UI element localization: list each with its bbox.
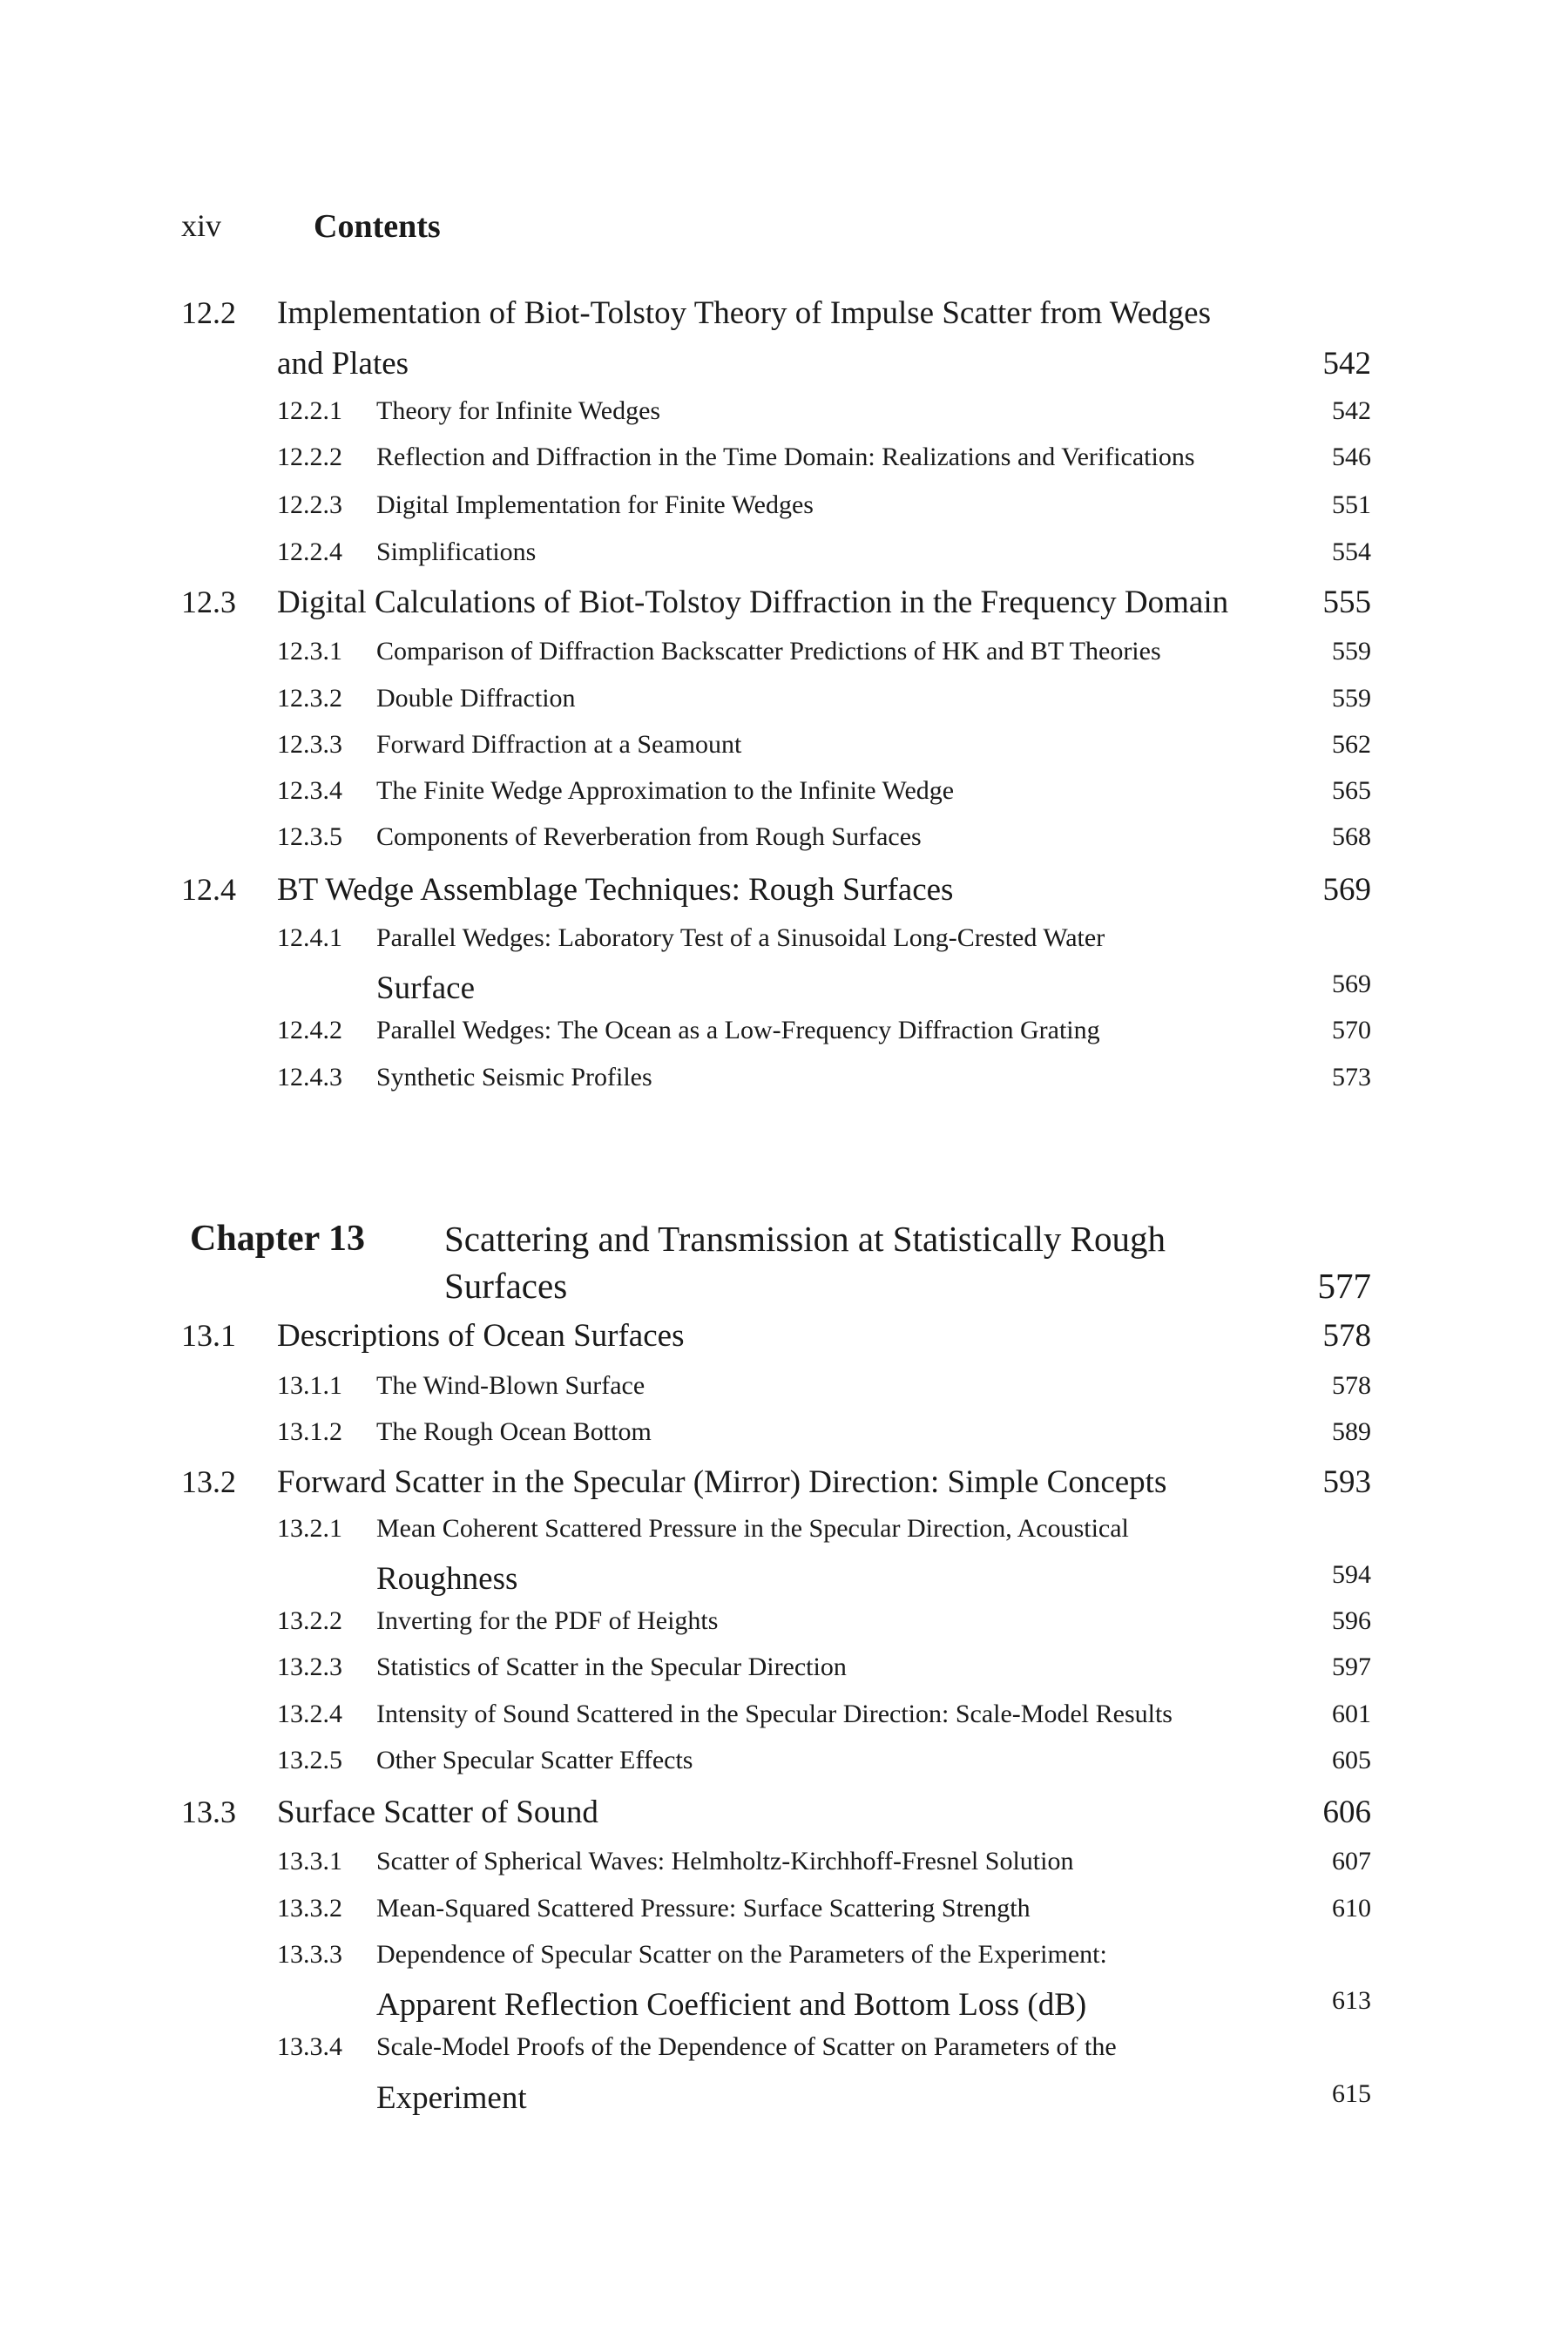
entry-page-number: 593 [1322, 1464, 1371, 1500]
toc-subsection-entry [0, 776, 1568, 818]
entry-title: Descriptions of Ocean Surfaces [277, 1318, 685, 1354]
entry-number: 12.4.1 [277, 923, 342, 952]
entry-number: 13.1 [181, 1318, 236, 1353]
entry-number: 13.3.2 [277, 1894, 342, 1923]
toc-subsection-entry [0, 970, 1568, 1011]
entry-title: Comparison of Diffraction Backscatter Predictions of HK and BT Theories [376, 637, 1161, 666]
entry-title: Forward Scatter in the Specular (Mirror) Direction: Simple Concepts [277, 1464, 1167, 1500]
entry-page-number: 559 [1332, 684, 1371, 713]
entry-title: Roughness [376, 1561, 518, 1597]
entry-page-number: 578 [1332, 1371, 1371, 1400]
toc-section-entry [0, 1794, 1568, 1835]
entry-title: Double Diffraction [376, 684, 576, 713]
toc-section-entry [0, 584, 1568, 625]
toc-subsection-entry [0, 1417, 1568, 1459]
toc-subsection-entry [0, 1514, 1568, 1556]
toc-subsection-entry [0, 822, 1568, 864]
entry-number: 13.2.3 [277, 1652, 342, 1681]
toc-section-entry [0, 294, 1568, 336]
entry-title: Parallel Wedges: Laboratory Test of a Sinusoidal Long-Crested Water [376, 923, 1105, 952]
entry-title: Statistics of Scatter in the Specular Direction [376, 1652, 847, 1681]
entry-number: 12.2.3 [277, 490, 342, 519]
toc-subsection-entry [0, 1847, 1568, 1889]
entry-number: 13.3.3 [277, 1940, 342, 1969]
entry-page-number: 605 [1332, 1746, 1371, 1774]
toc-subsection-entry [0, 1371, 1568, 1413]
entry-title: The Wind-Blown Surface [376, 1371, 645, 1400]
entry-title: Surface Scatter of Sound [277, 1794, 598, 1830]
chapter-label: Chapter 13 [190, 1219, 366, 1259]
entry-title: Digital Implementation for Finite Wedges [376, 490, 814, 519]
entry-page-number: 570 [1332, 1016, 1371, 1044]
entry-title: Synthetic Seismic Profiles [376, 1063, 652, 1092]
entry-number: 12.4.3 [277, 1063, 342, 1092]
entry-title: Scale-Model Proofs of the Dependence of Scatter on Parameters of the [376, 2032, 1117, 2061]
toc-subsection-entry [0, 1986, 1568, 2028]
entry-number: 13.3 [181, 1794, 236, 1829]
entry-page-number: 555 [1322, 585, 1371, 620]
entry-page-number: 562 [1332, 730, 1371, 759]
entry-number: 12.2.4 [277, 537, 342, 566]
entry-number: 12.3.3 [277, 730, 342, 759]
entry-title: Simplifications [376, 537, 537, 566]
entry-page-number: 606 [1322, 1794, 1371, 1830]
entry-number: 12.3.2 [277, 684, 342, 713]
entry-number: 13.2.1 [277, 1514, 342, 1543]
toc-subsection-entry [0, 1560, 1568, 1602]
entry-page-number: 607 [1332, 1847, 1371, 1876]
toc-section-entry [0, 1317, 1568, 1359]
entry-number: 12.4.2 [277, 1016, 342, 1044]
entry-page-number: 551 [1332, 490, 1371, 519]
entry-number: 12.4 [181, 872, 236, 907]
toc-subsection-entry [0, 684, 1568, 726]
entry-title: The Rough Ocean Bottom [376, 1417, 652, 1446]
entry-page-number: 565 [1332, 776, 1371, 805]
entry-title: Digital Calculations of Biot-Tolstoy Diffraction in the Frequency Domain [277, 585, 1229, 620]
entry-page-number: 569 [1322, 872, 1371, 908]
toc-subsection-entry [0, 1894, 1568, 1936]
entry-page-number: 542 [1332, 396, 1371, 425]
entry-title: Parallel Wedges: The Ocean as a Low-Frequency Diffraction Grating [376, 1016, 1100, 1044]
entry-page-number: 569 [1332, 970, 1371, 998]
entry-title: Mean-Squared Scattered Pressure: Surface Scattering Strength [376, 1894, 1031, 1923]
entry-number: 12.3.5 [277, 822, 342, 851]
entry-page-number: 596 [1332, 1606, 1371, 1635]
entry-page-number: 601 [1332, 1700, 1371, 1728]
entry-number: 13.2 [181, 1464, 236, 1499]
entry-number: 13.3.4 [277, 2032, 342, 2061]
toc-subsection-entry [0, 537, 1568, 579]
entry-page-number: 559 [1332, 637, 1371, 666]
toc-subsection-entry [0, 2079, 1568, 2121]
entry-number: 13.2.5 [277, 1746, 342, 1774]
entry-page-number: 568 [1332, 822, 1371, 851]
entry-page-number: 613 [1332, 1986, 1371, 2015]
toc-subsection-entry [0, 730, 1568, 772]
entry-title: BT Wedge Assemblage Techniques: Rough Surfaces [277, 872, 954, 908]
entry-number: 13.2.2 [277, 1606, 342, 1635]
entry-title: Surface [376, 970, 475, 1006]
entry-page-number: 546 [1332, 443, 1371, 471]
entry-number: 13.1.1 [277, 1371, 342, 1400]
entry-number: 12.3.4 [277, 776, 342, 805]
entry-page-number: 594 [1332, 1560, 1371, 1589]
toc-section-entry [0, 345, 1568, 387]
entry-title: Apparent Reflection Coefficient and Bottom Loss (dB) [376, 1987, 1087, 2023]
toc-subsection-entry [0, 1746, 1568, 1788]
entry-page-number: 554 [1332, 537, 1371, 566]
toc-subsection-entry [0, 1606, 1568, 1648]
entry-page-number: 615 [1332, 2079, 1371, 2108]
entry-page-number: 573 [1332, 1063, 1371, 1092]
entry-page-number: 542 [1322, 346, 1371, 382]
chapter-title-line-2: Surfaces [444, 1266, 568, 1306]
entry-number: 12.2.1 [277, 396, 342, 425]
toc-subsection-entry [0, 490, 1568, 532]
toc-subsection-entry [0, 1700, 1568, 1741]
entry-title: Implementation of Biot-Tolstoy Theory of Impulse Scatter from Wedges [277, 295, 1212, 331]
entry-page-number: 597 [1332, 1652, 1371, 1681]
chapter-page-number: 577 [1317, 1266, 1371, 1306]
entry-number: 13.2.4 [277, 1700, 342, 1728]
entry-title: Forward Diffraction at a Seamount [376, 730, 742, 759]
entry-title: Mean Coherent Scattered Pressure in the Specular Direction, Acoustical [376, 1514, 1129, 1543]
toc-subsection-entry [0, 637, 1568, 679]
chapter-title-line-1: Scattering and Transmission at Statistically Rough [444, 1219, 1166, 1259]
entry-number: 13.1.2 [277, 1417, 342, 1446]
toc-subsection-entry [0, 396, 1568, 438]
entry-title: Other Specular Scatter Effects [376, 1746, 693, 1774]
entry-title: Experiment [376, 2080, 527, 2116]
toc-subsection-entry [0, 923, 1568, 965]
entry-title: and Plates [277, 346, 409, 382]
page-folio: xiv [181, 208, 222, 243]
entry-title: Dependence of Specular Scatter on the Parameters of the Experiment: [376, 1940, 1107, 1969]
entry-number: 12.3 [181, 585, 236, 619]
entry-page-number: 610 [1332, 1894, 1371, 1923]
entry-title: Scatter of Spherical Waves: Helmholtz-Kirchhoff-Fresnel Solution [376, 1847, 1074, 1876]
entry-title: Theory for Infinite Wedges [376, 396, 661, 425]
toc-subsection-entry [0, 2032, 1568, 2074]
entry-title: The Finite Wedge Approximation to the Infinite Wedge [376, 776, 955, 805]
toc-subsection-entry [0, 443, 1568, 484]
toc-subsection-entry [0, 1940, 1568, 1982]
entry-number: 12.2 [181, 295, 236, 330]
entry-title: Inverting for the PDF of Heights [376, 1606, 719, 1635]
entry-title: Reflection and Diffraction in the Time Domain: Realizations and Verifications [376, 443, 1195, 471]
toc-subsection-entry [0, 1063, 1568, 1105]
toc-subsection-entry [0, 1016, 1568, 1058]
entry-number: 13.3.1 [277, 1847, 342, 1876]
entry-title: Components of Reverberation from Rough Surfaces [376, 822, 922, 851]
running-title: Contents [314, 208, 441, 245]
toc-section-entry [0, 871, 1568, 913]
toc-subsection-entry [0, 1652, 1568, 1694]
toc-section-entry [0, 1463, 1568, 1505]
entry-number: 12.3.1 [277, 637, 342, 666]
entry-page-number: 578 [1322, 1318, 1371, 1354]
entry-page-number: 589 [1332, 1417, 1371, 1446]
entry-number: 12.2.2 [277, 443, 342, 471]
entry-title: Intensity of Sound Scattered in the Specular Direction: Scale-Model Results [376, 1700, 1173, 1728]
